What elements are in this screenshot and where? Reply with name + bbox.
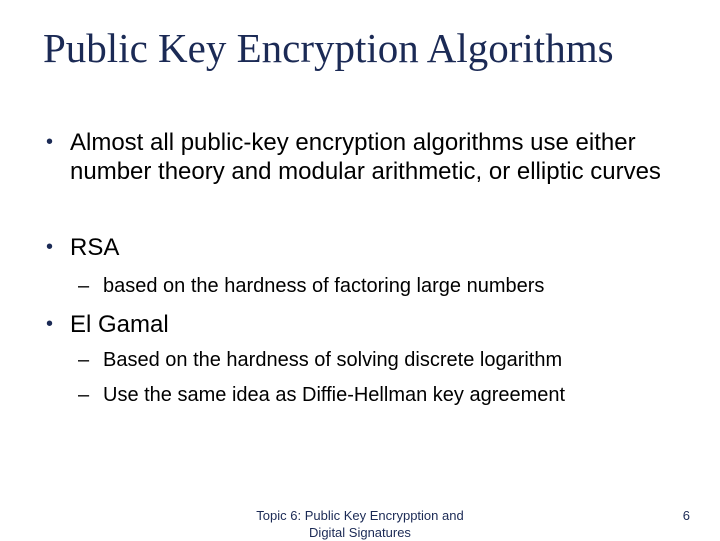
sub-bullet-marker: – xyxy=(78,275,90,297)
sub-bullet-text: Based on the hardness of solving discrete logarithm xyxy=(103,349,563,371)
bullet-item-public-key-algorithms xyxy=(46,128,686,186)
bullet-item-rsa xyxy=(46,233,686,262)
bullet-marker: • xyxy=(46,236,54,258)
sub-bullet-text: Use the same idea as Diffie-Hellman key agreement xyxy=(103,384,566,406)
sub-bullet-marker: – xyxy=(78,349,90,371)
sub-bullet-marker: – xyxy=(78,384,90,406)
footer-topic: Topic 6: Public Key Encrypption and Digital Signatures xyxy=(256,508,464,540)
sub-bullet-el-gamal-discrete-log xyxy=(78,347,698,373)
slide-title: Public Key Encryption Algorithms xyxy=(43,25,614,71)
bullet-text: Almost all public-key encryption algorithms use either number theory and modular arithmetic, or elliptic curves xyxy=(70,129,661,185)
bullet-marker: • xyxy=(46,131,54,153)
bullet-text: RSA xyxy=(70,234,120,261)
bullet-item-el-gamal xyxy=(46,310,686,339)
page-number: 6 xyxy=(682,508,690,523)
bullet-text: El Gamal xyxy=(70,311,169,338)
sub-bullet-rsa-factoring xyxy=(78,273,698,299)
bullet-marker: • xyxy=(46,313,54,335)
sub-bullet-text: based on the hardness of factoring large numbers xyxy=(103,275,545,297)
sub-bullet-el-gamal-diffie-hellman xyxy=(78,382,698,408)
